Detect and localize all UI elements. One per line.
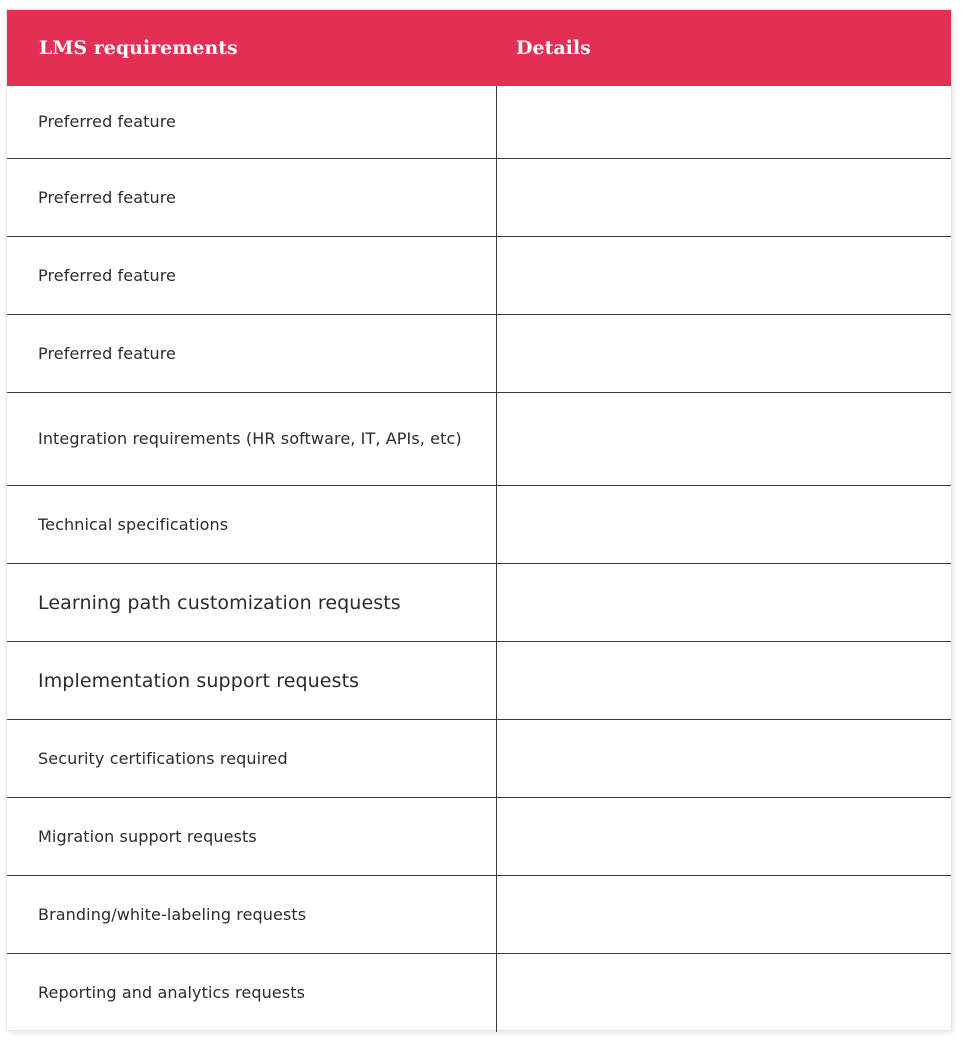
requirement-label: Learning path customization requests — [7, 564, 497, 641]
table-body — [7, 86, 951, 1032]
requirement-label: Technical specifications — [7, 486, 497, 563]
details-cell[interactable] — [497, 642, 951, 719]
table-row — [7, 564, 951, 642]
details-cell[interactable] — [497, 798, 951, 875]
details-cell[interactable] — [497, 237, 951, 314]
details-cell[interactable] — [497, 954, 951, 1032]
details-cell[interactable] — [497, 720, 951, 797]
requirement-label: Preferred feature — [7, 237, 497, 314]
table-row — [7, 954, 951, 1032]
table-row — [7, 237, 951, 315]
header-details: Details — [516, 37, 591, 59]
requirement-label: Preferred feature — [7, 315, 497, 392]
requirement-label: Security certifications required — [7, 720, 497, 797]
table-row — [7, 642, 951, 720]
table-row — [7, 798, 951, 876]
requirement-label: Integration requirements (HR software, IT, APIs, etc) — [7, 393, 497, 485]
table-row — [7, 486, 951, 564]
table-row — [7, 86, 951, 159]
table-row — [7, 876, 951, 954]
requirement-label: Branding/white-labeling requests — [7, 876, 497, 953]
table-row — [7, 393, 951, 486]
requirement-label: Implementation support requests — [7, 642, 497, 719]
header-lms-requirements: LMS requirements — [39, 37, 238, 59]
details-cell[interactable] — [497, 315, 951, 392]
table-row — [7, 720, 951, 798]
table-header — [7, 10, 951, 86]
details-cell[interactable] — [497, 876, 951, 953]
details-cell[interactable] — [497, 393, 951, 485]
details-cell[interactable] — [497, 86, 951, 158]
table-row — [7, 159, 951, 237]
requirement-label: Reporting and analytics requests — [7, 954, 497, 1032]
requirement-label: Migration support requests — [7, 798, 497, 875]
requirement-label: Preferred feature — [7, 159, 497, 236]
table-row — [7, 315, 951, 393]
details-cell[interactable] — [497, 486, 951, 563]
requirements-table — [7, 10, 951, 1030]
requirement-label: Preferred feature — [7, 86, 497, 158]
details-cell[interactable] — [497, 564, 951, 641]
details-cell[interactable] — [497, 159, 951, 236]
